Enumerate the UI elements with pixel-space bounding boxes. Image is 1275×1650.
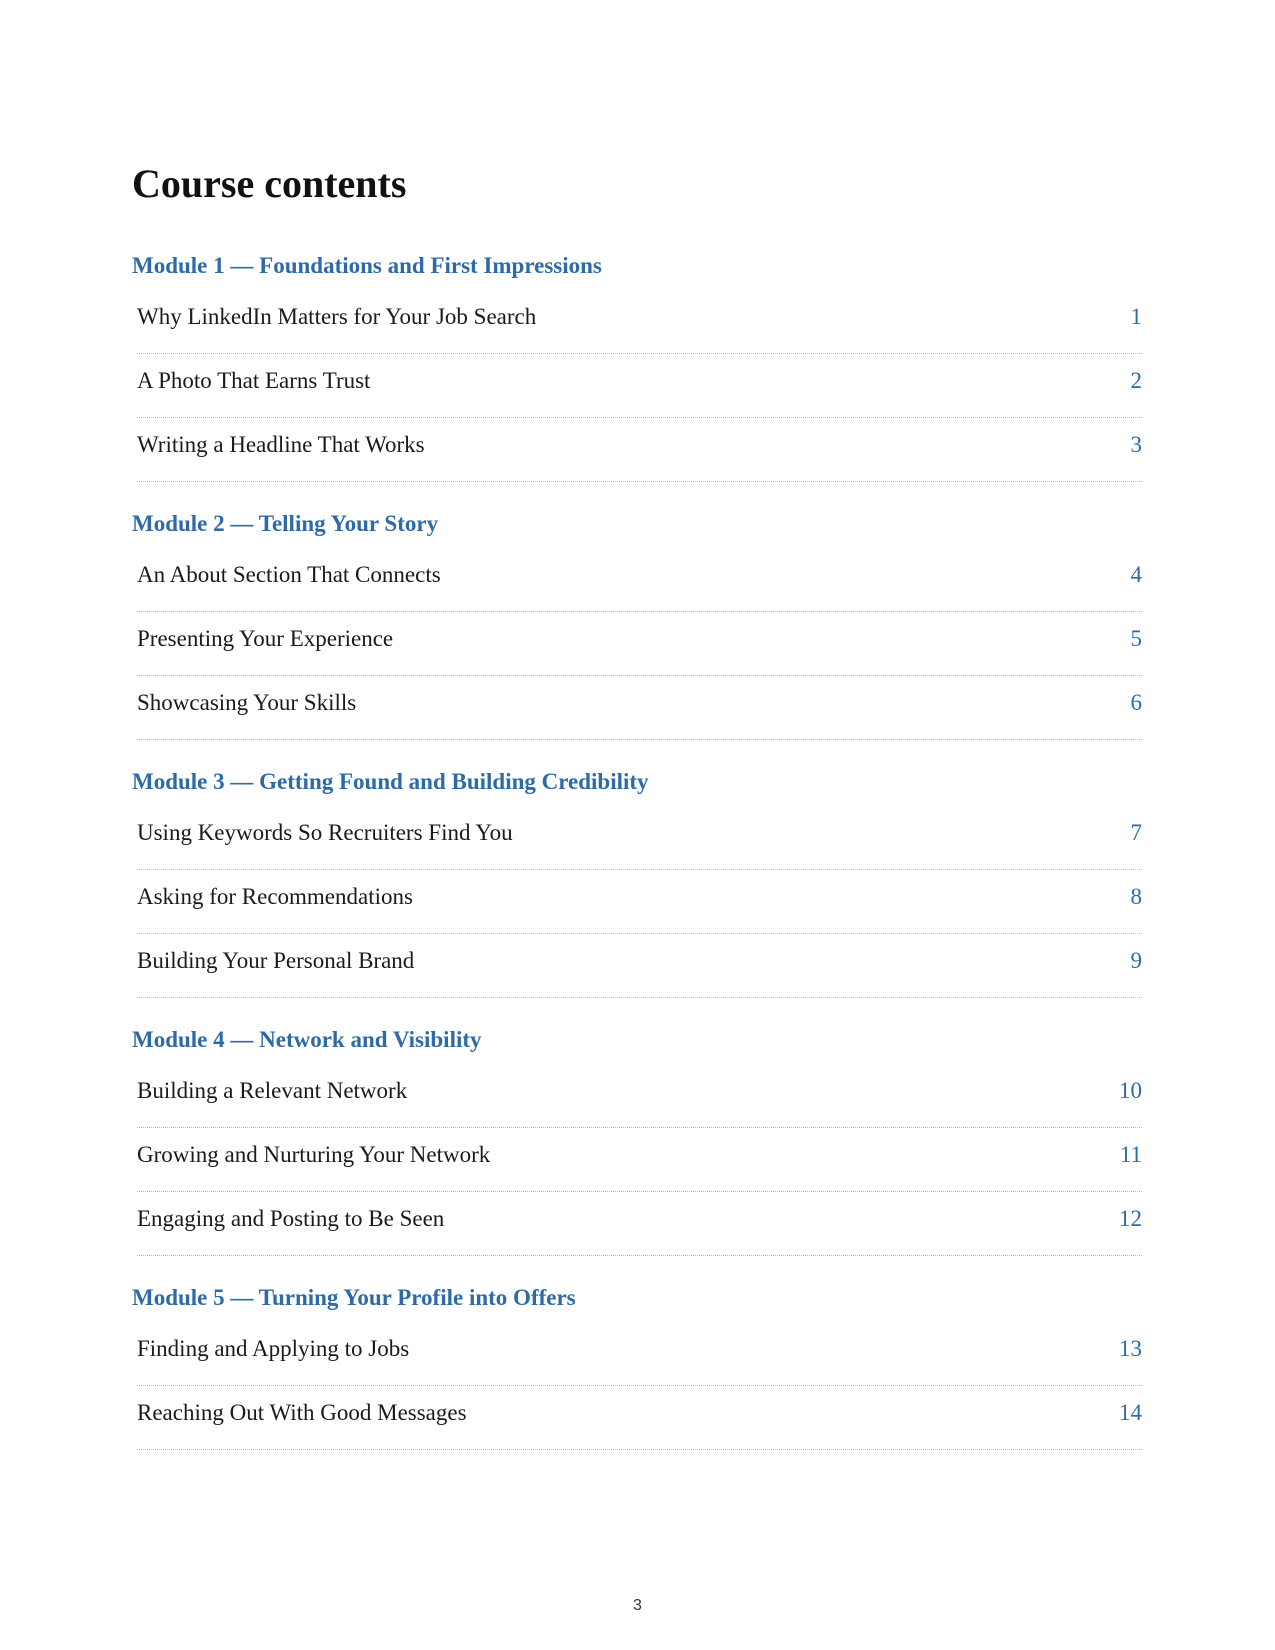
toc-entry[interactable]: [137, 1386, 1142, 1450]
toc-entry-page[interactable]: 6: [1130, 690, 1142, 715]
toc-entry-page[interactable]: 8: [1130, 884, 1142, 909]
toc-entry[interactable]: [137, 934, 1142, 998]
module-3: [132, 768, 1142, 998]
toc-entry[interactable]: [137, 870, 1142, 934]
module-heading[interactable]: Module 4 — Network and Visibility: [132, 1027, 482, 1052]
toc-entry-title: Writing a Headline That Works: [137, 432, 425, 457]
page-number: 3: [633, 1597, 642, 1614]
toc-entry-title: Reaching Out With Good Messages: [137, 1400, 467, 1425]
toc-entry-page[interactable]: 3: [1130, 432, 1142, 457]
module-1: [132, 252, 1142, 482]
toc-entry-page[interactable]: 7: [1130, 820, 1142, 845]
toc-entry[interactable]: [137, 806, 1142, 870]
module-heading[interactable]: Module 5 — Turning Your Profile into Offers: [132, 1285, 576, 1310]
toc-entry-page[interactable]: 9: [1130, 948, 1142, 973]
table-of-contents: [132, 160, 1142, 1478]
module-heading[interactable]: Module 1 — Foundations and First Impressions: [132, 253, 602, 278]
toc-entry[interactable]: [137, 1192, 1142, 1256]
toc-entry-title: A Photo That Earns Trust: [137, 368, 371, 393]
toc-entry-page[interactable]: 13: [1119, 1336, 1142, 1361]
toc-entry-page[interactable]: 11: [1119, 1142, 1142, 1167]
toc-entry[interactable]: [137, 354, 1142, 418]
toc-entry[interactable]: [137, 418, 1142, 482]
toc-entry[interactable]: [137, 1322, 1142, 1386]
toc-entry-page[interactable]: 14: [1119, 1400, 1142, 1425]
toc-entry-title: Building a Relevant Network: [137, 1078, 408, 1103]
module-heading[interactable]: Module 3 — Getting Found and Building Credibility: [132, 769, 649, 794]
toc-entry-title: Showcasing Your Skills: [137, 690, 357, 715]
toc-entry-title: Finding and Applying to Jobs: [137, 1336, 410, 1361]
module-5: [132, 1284, 1142, 1450]
toc-entry-page[interactable]: 1: [1130, 304, 1142, 329]
toc-entry-title: Presenting Your Experience: [137, 626, 394, 651]
toc-entry-page[interactable]: 2: [1130, 368, 1142, 393]
toc-entry-title: Asking for Recommendations: [137, 884, 413, 909]
toc-entry-title: An About Section That Connects: [137, 562, 441, 587]
toc-entry[interactable]: [137, 290, 1142, 354]
toc-entry[interactable]: [137, 1128, 1142, 1192]
module-4: [132, 1026, 1142, 1256]
toc-entry-page[interactable]: 10: [1119, 1078, 1142, 1103]
module-heading[interactable]: Module 2 — Telling Your Story: [132, 511, 439, 536]
toc-entry-title: Using Keywords So Recruiters Find You: [137, 820, 513, 845]
toc-entry-page[interactable]: 5: [1130, 626, 1142, 651]
toc-entry[interactable]: [137, 548, 1142, 612]
toc-entry-page[interactable]: 12: [1119, 1206, 1142, 1231]
toc-entry-title: Growing and Nurturing Your Network: [137, 1142, 491, 1167]
toc-entry[interactable]: [137, 612, 1142, 676]
toc-entry-title: Why LinkedIn Matters for Your Job Search: [137, 304, 537, 329]
page-title: Course contents: [132, 161, 407, 206]
toc-entry-title: Building Your Personal Brand: [137, 948, 415, 973]
toc-entry[interactable]: [137, 676, 1142, 740]
module-2: [132, 510, 1142, 740]
toc-entry-title: Engaging and Posting to Be Seen: [137, 1206, 445, 1231]
toc-entry[interactable]: [137, 1064, 1142, 1128]
toc-entry-page[interactable]: 4: [1130, 562, 1142, 587]
